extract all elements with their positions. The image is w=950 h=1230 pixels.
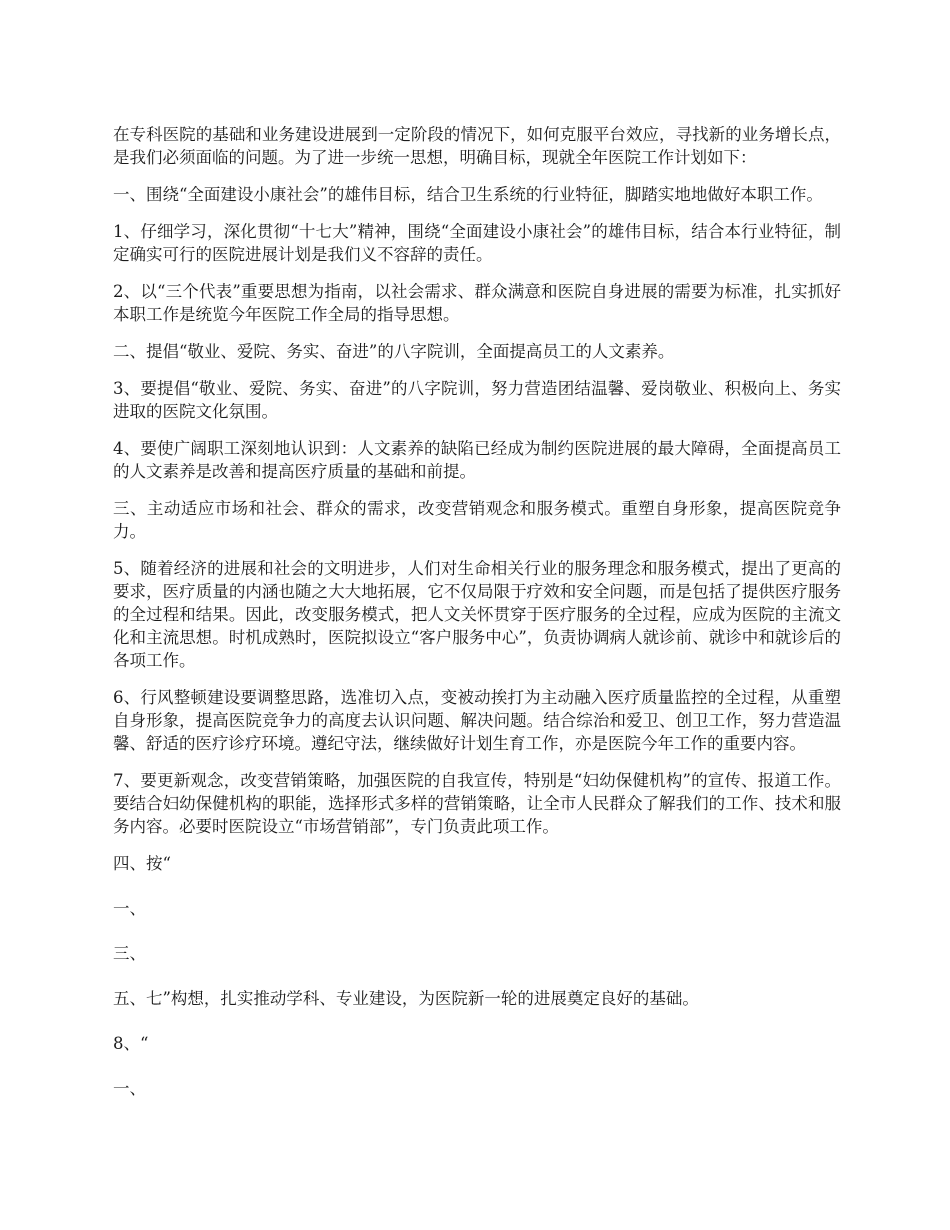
section-heading-2: 二、提倡“敬业、爱院、务实、奋进”的八字院训，全面提高员工的人文素养。 <box>113 342 675 361</box>
item-paragraph-6: 6、行风整顿建设要调整思路，选准切入点，变被动挨打为主动融入医疗质量监控的全过程，从重塑自身形象，提高医院竞争力的高度去认识问题、解决问题。结合综治和爱卫、创卫工作，努力营造温馨、舒适的医疗诊疗环境。遵纪守法，继续做好计划生育工作，亦是医院今年工作的重要内容。 <box>113 688 841 753</box>
fragment-line-3: 一、 <box>113 1079 146 1098</box>
section-heading-4-fragment: 四、按“ <box>113 854 171 873</box>
fragment-line-2: 三、 <box>113 944 146 963</box>
item-paragraph-1: 1、仔细学习，深化贯彻“十七大”精神，围绕“全面建设小康社会”的雄伟目标，结合本行业特征，制定确实可行的医院进展计划是我们义不容辞的责任。 <box>113 222 841 264</box>
item-paragraph-3: 3、要提倡“敬业、爱院、务实、奋进”的八字院训，努力营造团结温馨、爱岗敬业、积极向上、务实进取的医院文化氛围。 <box>113 379 841 421</box>
intro-paragraph: 在专科医院的基础和业务建设进展到一定阶段的情况下，如何克服平台效应，寻找新的业务增长点，是我们必须面临的问题。为了进一步统一思想，明确目标，现就全年医院工作计划如下： <box>113 125 841 167</box>
section-heading-1: 一、围绕“全面建设小康社会”的雄伟目标，结合卫生系统的行业特征，脚踏实地地做好本职工作。 <box>113 185 823 204</box>
item-paragraph-5: 5、随着经济的进展和社会的文明进步，人们对生命相关行业的服务理念和服务模式，提出了更高的要求，医疗质量的内涵也随之大大地拓展，它不仅局限于疗效和安全问题，而是包括了提供医疗服务的全过程和结果。因此，改变服务模式，把人文关怀贯穿于医疗服务的全过程，应成为医院的主流文化和主流思想。时机成熟时，医院拟设立“客户服务中心”，负责协调病人就诊前、就诊中和就诊后的各项工作。 <box>113 559 841 670</box>
section-heading-3: 三、主动适应市场和社会、群众的需求，改变营销观念和服务模式。重塑自身形象，提高医院竞争力。 <box>113 499 841 541</box>
fragment-line-1: 一、 <box>113 899 146 918</box>
item-paragraph-7: 7、要更新观念，改变营销策略，加强医院的自我宣传，特别是“妇幼保健机构”的宣传、报道工作。要结合妇幼保健机构的职能，选择形式多样的营销策略，让全市人民群众了解我们的工作、技术和服务内容。必要时医院设立“市场营销部”，专门负责此项工作。 <box>113 771 841 836</box>
item-paragraph-4: 4、要使广阔职工深刻地认识到：人文素养的缺陷已经成为制约医院进展的最大障碍，全面提高员工的人文素养是改善和提高医疗质量的基础和前提。 <box>113 439 841 481</box>
item-paragraph-2: 2、以“三个代表”重要思想为指南，以社会需求、群众满意和医院自身进展的需要为标准，扎实抓好本职工作是统览今年医院工作全局的指导思想。 <box>113 282 841 324</box>
section-heading-4-continuation: 五、七”构想，扎实推动学科、专业建设，为医院新一轮的进展奠定良好的基础。 <box>113 989 699 1008</box>
document-body <box>113 123 841 1122</box>
item-paragraph-8-fragment: 8、“ <box>113 1034 149 1053</box>
